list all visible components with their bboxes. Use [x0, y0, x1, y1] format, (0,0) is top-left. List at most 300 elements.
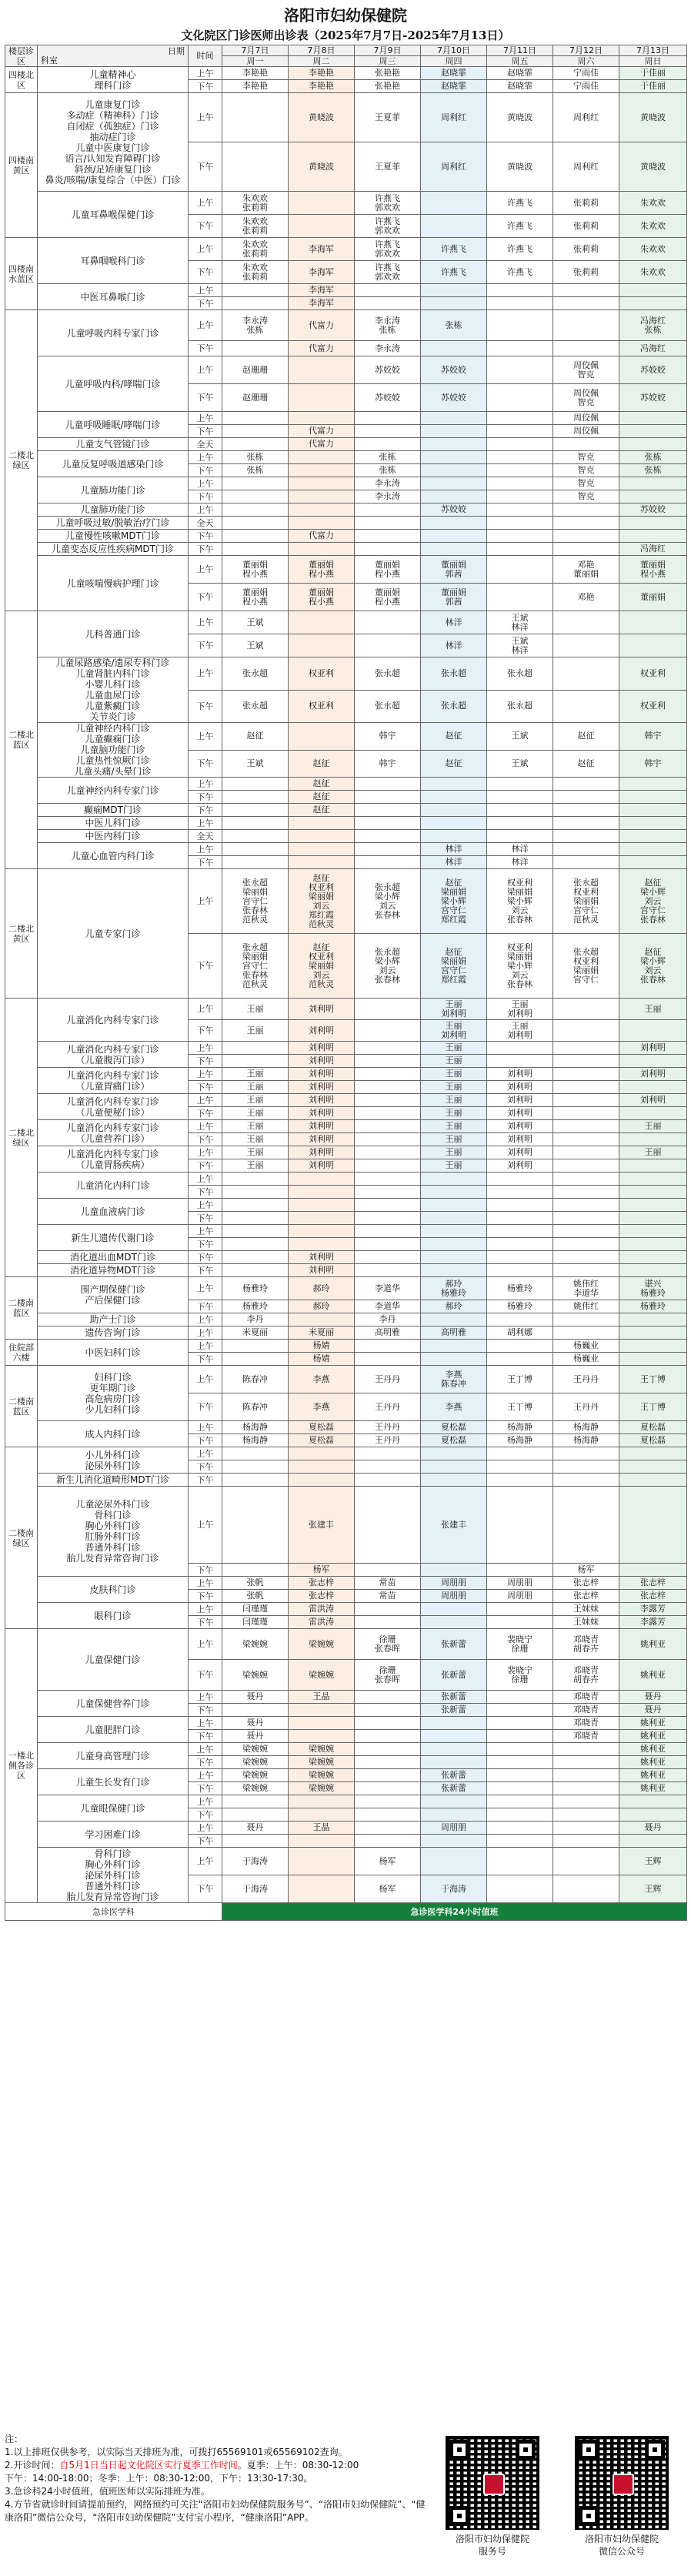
doctor-cell — [487, 778, 553, 791]
time-cell: 上午 — [189, 843, 222, 856]
dept-cell: 遗传咨询门诊 — [38, 1326, 189, 1340]
doctor-cell — [421, 530, 487, 543]
time-cell: 下午 — [189, 297, 222, 310]
doctor-cell — [289, 611, 355, 634]
doctor-cell — [553, 1055, 619, 1068]
doctor-cell: 姚利亚 — [619, 1756, 687, 1769]
doctor-cell — [487, 1313, 553, 1326]
doctor-cell: 张新蕾 — [421, 1660, 487, 1691]
time-cell: 下午 — [189, 584, 222, 611]
doctor-cell — [487, 1835, 553, 1848]
doctor-cell: 许燕飞 — [487, 238, 553, 261]
doctor-cell — [553, 1769, 619, 1782]
doctor-cell: 王夏菲 — [355, 93, 421, 142]
doctor-cell: 代富力 — [289, 530, 355, 543]
doctor-cell: 梁婉婉 — [289, 1743, 355, 1756]
doctor-cell — [487, 1199, 553, 1212]
doctor-cell: 陈春冲 — [222, 1393, 289, 1421]
doctor-cell — [421, 1616, 487, 1629]
doctor-cell: 于海涛 — [222, 1848, 289, 1875]
doctor-cell — [421, 1447, 487, 1460]
doctor-cell: 许燕飞 — [487, 261, 553, 284]
doctor-cell — [553, 341, 619, 356]
doctor-cell — [222, 856, 289, 869]
doctor-cell: 苏姣姣 — [619, 503, 687, 517]
header-dept-date — [38, 45, 189, 67]
doctor-cell: 王晶 — [289, 1691, 355, 1704]
qr-wechat-account[interactable] — [560, 2433, 683, 2558]
doctor-cell — [355, 425, 421, 438]
doctor-cell: 朱欢欢 张莉莉 — [222, 238, 289, 261]
time-cell: 下午 — [189, 490, 222, 503]
header-day-date: 7月9日 — [355, 45, 421, 56]
dept-cell: 儿童消化内科专家门诊 （儿童胃痛门诊） — [38, 1068, 189, 1094]
doctor-cell: 杨海静 — [222, 1434, 289, 1447]
doctor-cell: 许燕飞 郭欢欢 — [355, 261, 421, 284]
doctor-cell — [421, 1835, 487, 1848]
doctor-cell: 周利红 — [421, 142, 487, 192]
qr-code-icon[interactable] — [446, 2436, 539, 2530]
dept-cell: 助产士门诊 — [38, 1313, 189, 1326]
doctor-cell: 王丽 — [222, 1068, 289, 1081]
doctor-cell: 聂丹 — [619, 1704, 687, 1717]
doctor-cell — [553, 503, 619, 517]
doctor-cell — [289, 451, 355, 464]
doctor-cell — [289, 1238, 355, 1251]
doctor-cell: 权亚利 — [619, 657, 687, 691]
doctor-cell — [487, 804, 553, 817]
doctor-cell: 姚利亚 — [619, 1660, 687, 1691]
doctor-cell — [487, 1769, 553, 1782]
doctor-cell: 朱欢欢 张莉莉 — [222, 261, 289, 284]
doctor-cell: 王斌 林洋 — [487, 611, 553, 634]
dept-cell: 学习困难门诊 — [38, 1822, 189, 1848]
doctor-cell: 刘利明 — [289, 1055, 355, 1068]
doctor-cell: 朱欢欢 — [619, 261, 687, 284]
time-cell: 上午 — [189, 451, 222, 464]
doctor-cell — [355, 543, 421, 556]
doctor-cell: 林洋 — [487, 843, 553, 856]
doctor-cell: 苏姣姣 — [421, 503, 487, 517]
dept-cell: 儿科普通门诊 — [38, 611, 189, 657]
doctor-cell — [553, 830, 619, 843]
doctor-cell: 许燕飞 — [487, 215, 553, 238]
doctor-cell: 王丁博 — [619, 1393, 687, 1421]
doctor-cell — [421, 1186, 487, 1199]
page-title: 洛阳市妇幼保健院 — [284, 6, 407, 25]
doctor-cell — [619, 1159, 687, 1173]
dept-cell: 儿童泌尿外科门诊 骨科门诊 胸心外科门诊 肛肠外科门诊 普通外科门诊 胎儿发育异常咨询门诊 — [38, 1487, 189, 1577]
doctor-cell: 王斌 — [487, 723, 553, 751]
doctor-cell — [619, 1107, 687, 1120]
doctor-cell — [222, 1225, 289, 1238]
schedule-row — [5, 1326, 687, 1340]
doctor-cell: 张新蕾 — [421, 1769, 487, 1782]
doctor-cell: 郝玲 杨雅玲 — [421, 1277, 487, 1300]
doctor-cell — [355, 999, 421, 1020]
doctor-cell: 邓艳 — [553, 584, 619, 611]
doctor-cell — [619, 1447, 687, 1460]
time-cell: 下午 — [189, 341, 222, 356]
doctor-cell — [355, 1264, 421, 1277]
doctor-cell: 梁婉婉 — [222, 1629, 289, 1660]
doctor-cell: 夏松磊 — [421, 1434, 487, 1447]
schedule-row — [5, 1487, 687, 1564]
schedule-row — [5, 1474, 687, 1487]
doctor-cell — [222, 1487, 289, 1564]
schedule-row — [5, 477, 687, 490]
doctor-cell: 刘利明 — [487, 1081, 553, 1094]
doctor-cell: 杨海静 — [553, 1421, 619, 1434]
doctor-cell — [553, 1212, 619, 1225]
doctor-cell — [553, 310, 619, 341]
doctor-cell: 梁婉婉 — [289, 1782, 355, 1795]
doctor-cell — [222, 1835, 289, 1848]
schedule-row — [5, 517, 687, 530]
doctor-cell — [487, 1212, 553, 1225]
doctor-cell — [355, 634, 421, 657]
qr-service-account[interactable] — [431, 2433, 554, 2558]
notes-line: 1.以上排班仅供参考，以实际当天排班为准，可拨打65569101或65569102查询。 — [5, 2447, 348, 2457]
dept-cell: 中医儿科门诊 — [38, 817, 189, 830]
doctor-cell — [619, 1808, 687, 1822]
doctor-cell — [222, 530, 289, 543]
header-dept-label: 科室 — [41, 55, 58, 65]
doctor-cell: 张建丰 — [289, 1487, 355, 1564]
doctor-cell — [289, 1795, 355, 1808]
doctor-cell — [222, 477, 289, 490]
time-cell: 下午 — [189, 804, 222, 817]
doctor-cell — [487, 556, 553, 584]
doctor-cell — [289, 1225, 355, 1238]
doctor-cell — [487, 1848, 553, 1875]
doctor-cell — [222, 1042, 289, 1055]
doctor-cell: 邓晓青 — [553, 1691, 619, 1704]
doctor-cell: 张栋 — [222, 451, 289, 464]
doctor-cell — [289, 1474, 355, 1487]
time-cell: 上午 — [189, 1326, 222, 1340]
doctor-cell — [289, 517, 355, 530]
dept-cell: 儿童神经内科门诊 儿童癫痫门诊 儿童脑功能门诊 儿童热性惊厥门诊 儿童头痛/头晕门诊 — [38, 723, 189, 778]
header-day-date: 7月13日 — [619, 45, 687, 56]
doctor-cell: 杨婧 — [289, 1340, 355, 1353]
doctor-cell — [289, 477, 355, 490]
schedule-row — [5, 556, 687, 584]
doctor-cell: 常苗 — [355, 1577, 421, 1590]
doctor-cell: 杨海静 — [222, 1421, 289, 1434]
doctor-cell — [421, 215, 487, 238]
time-cell: 下午 — [189, 1020, 222, 1042]
doctor-cell: 李露芳 — [619, 1603, 687, 1616]
doctor-cell — [222, 791, 289, 804]
doctor-cell: 韩宇 — [619, 723, 687, 751]
notes-line: 下午：14:00-18:00；冬季：上午：08:30-12:00，下午：13:30-17:30。 — [5, 2473, 313, 2484]
doctor-cell: 赵晓霏 — [487, 67, 553, 80]
doctor-cell: 董丽娟 程小燕 — [289, 584, 355, 611]
doctor-cell — [355, 1704, 421, 1717]
doctor-cell: 冯海红 — [619, 341, 687, 356]
doctor-cell — [487, 517, 553, 530]
time-cell: 下午 — [189, 425, 222, 438]
doctor-cell — [553, 1107, 619, 1120]
doctor-cell: 董丽娟 程小燕 — [222, 584, 289, 611]
doctor-cell — [487, 1460, 553, 1474]
schedule-row — [5, 1769, 687, 1782]
doctor-cell: 赵征 权亚利 梁丽娟 刘云 范秋灵 — [289, 934, 355, 999]
area-cell: 四楼南 黄区 — [5, 93, 38, 238]
doctor-cell: 赵珊珊 — [222, 356, 289, 384]
doctor-cell: 李永涛 — [355, 477, 421, 490]
doctor-cell: 姚利亚 — [619, 1629, 687, 1660]
doctor-cell — [289, 1173, 355, 1186]
doctor-cell — [553, 1042, 619, 1055]
doctor-cell — [553, 1447, 619, 1460]
doctor-cell: 刘利明 — [487, 1133, 553, 1146]
doctor-cell — [421, 192, 487, 215]
time-cell: 上午 — [189, 1629, 222, 1660]
qr-code-icon[interactable] — [575, 2436, 669, 2530]
doctor-cell: 周利红 — [421, 93, 487, 142]
doctor-cell: 董丽娟 郭茜 — [421, 556, 487, 584]
doctor-cell — [619, 530, 687, 543]
doctor-cell: 黄晓波 — [487, 142, 553, 192]
doctor-cell — [289, 215, 355, 238]
doctor-cell: 夏松磊 — [619, 1421, 687, 1434]
schedule-row — [5, 1173, 687, 1186]
doctor-cell — [553, 1251, 619, 1264]
doctor-cell — [553, 1313, 619, 1326]
doctor-cell: 董丽娟 程小燕 — [289, 556, 355, 584]
dept-cell: 儿童呼吸过敏/脱敏治疗门诊 — [38, 517, 189, 530]
doctor-cell: 张莉莉 — [553, 215, 619, 238]
doctor-cell: 王丽 — [421, 1068, 487, 1081]
doctor-cell: 杨巍业 — [553, 1340, 619, 1353]
hospital-logo-icon — [483, 2474, 505, 2495]
doctor-cell — [619, 284, 687, 297]
doctor-cell: 张帆 — [222, 1590, 289, 1603]
schedule-row — [5, 93, 687, 142]
schedule-row — [5, 999, 687, 1020]
doctor-cell: 王丁博 — [487, 1393, 553, 1421]
doctor-cell — [487, 1808, 553, 1822]
doctor-cell — [421, 1460, 487, 1474]
dept-cell: 儿童眼保健门诊 — [38, 1795, 189, 1822]
time-cell: 上午 — [189, 556, 222, 584]
doctor-cell — [355, 1487, 421, 1564]
doctor-cell — [553, 1835, 619, 1848]
doctor-cell: 王丽 刘利明 — [487, 1020, 553, 1042]
doctor-cell: 张新蕾 — [421, 1629, 487, 1660]
doctor-cell: 权亚利 — [289, 657, 355, 691]
doctor-cell: 王丽 — [222, 1020, 289, 1042]
doctor-cell — [222, 412, 289, 425]
doctor-cell — [289, 464, 355, 477]
doctor-cell: 宁雨佳 — [553, 80, 619, 93]
doctor-cell: 李艳艳 — [289, 67, 355, 80]
doctor-cell: 张永超 梁丽娟 宫守仁 张春林 范秋灵 — [222, 934, 289, 999]
doctor-cell: 王丹丹 — [355, 1434, 421, 1447]
doctor-cell — [222, 1447, 289, 1460]
doctor-cell: 李海军 — [289, 297, 355, 310]
doctor-cell — [619, 1795, 687, 1808]
doctor-cell: 郝玲 — [289, 1300, 355, 1313]
doctor-cell — [222, 1173, 289, 1186]
doctor-cell: 胡利娜 — [487, 1326, 553, 1340]
schedule-row — [5, 503, 687, 517]
doctor-cell — [421, 1238, 487, 1251]
doctor-cell: 韩宇 — [355, 750, 421, 778]
doctor-cell — [619, 791, 687, 804]
doctor-cell: 刘利明 — [619, 1094, 687, 1107]
time-cell: 上午 — [189, 1577, 222, 1590]
doctor-cell: 许燕飞 郭欢欢 — [355, 238, 421, 261]
time-cell: 下午 — [189, 856, 222, 869]
doctor-cell — [421, 1340, 487, 1353]
doctor-cell — [619, 412, 687, 425]
dept-cell: 消化道出血MDT门诊 — [38, 1251, 189, 1264]
doctor-cell: 杨雅玲 — [487, 1277, 553, 1300]
doctor-cell — [619, 830, 687, 843]
doctor-cell: 刘利明 — [289, 1251, 355, 1264]
schedule-row — [5, 657, 687, 691]
doctor-cell — [421, 451, 487, 464]
doctor-cell: 张艳艳 — [355, 67, 421, 80]
doctor-cell: 苏姣姣 — [619, 356, 687, 384]
doctor-cell — [289, 1730, 355, 1743]
doctor-cell — [222, 843, 289, 856]
time-cell: 上午 — [189, 869, 222, 934]
time-cell: 上午 — [189, 1717, 222, 1730]
doctor-cell: 王丽 — [222, 999, 289, 1020]
doctor-cell: 张建丰 — [421, 1487, 487, 1564]
doctor-cell: 宁雨佳 — [553, 67, 619, 80]
doctor-cell — [355, 503, 421, 517]
doctor-cell — [222, 297, 289, 310]
doctor-cell — [222, 817, 289, 830]
schedule-row — [5, 1199, 687, 1212]
qr-caption-line2: 服务号 — [478, 2546, 506, 2557]
doctor-cell: 周佼佩 智克 — [553, 384, 619, 412]
doctor-cell — [619, 1199, 687, 1212]
doctor-cell — [553, 1225, 619, 1238]
schedule-row — [5, 830, 687, 843]
doctor-cell: 王丽 刘利明 — [487, 999, 553, 1020]
dept-cell: 儿童消化内科门诊 — [38, 1173, 189, 1199]
doctor-cell: 邓艳 董丽娟 — [553, 556, 619, 584]
doctor-cell: 周利红 — [553, 93, 619, 142]
time-cell: 下午 — [189, 142, 222, 192]
doctor-cell — [553, 1822, 619, 1835]
schedule-row — [5, 1447, 687, 1460]
doctor-cell: 聂丹 — [222, 1717, 289, 1730]
schedule-row — [5, 1277, 687, 1300]
doctor-cell — [487, 477, 553, 490]
doctor-cell — [222, 438, 289, 451]
doctor-cell: 赵征 权亚利 梁丽娟 刘云 郑红霞 范秋灵 — [289, 869, 355, 934]
doctor-cell: 苏姣姣 — [421, 384, 487, 412]
dept-cell: 儿童反复呼吸道感染门诊 — [38, 451, 189, 477]
doctor-cell: 董丽娟 程小燕 — [355, 556, 421, 584]
schedule-row — [5, 192, 687, 215]
qr-caption-line1: 洛阳市妇幼保健院 — [455, 2534, 529, 2544]
doctor-cell — [421, 1717, 487, 1730]
schedule-row — [5, 438, 687, 451]
doctor-cell: 王丽 — [222, 1146, 289, 1159]
doctor-cell — [421, 1795, 487, 1808]
doctor-cell — [553, 438, 619, 451]
dept-cell: 儿童消化内科专家门诊 （儿童腹泻门诊） — [38, 1042, 189, 1068]
doctor-cell — [355, 1173, 421, 1186]
time-cell: 下午 — [189, 634, 222, 657]
doctor-cell — [553, 657, 619, 691]
doctor-cell: 王丽 — [421, 1133, 487, 1146]
doctor-cell — [355, 1251, 421, 1264]
doctor-cell: 许燕飞 郭欢欢 — [355, 192, 421, 215]
doctor-cell: 姚伟红 — [553, 1300, 619, 1313]
doctor-cell: 梁婉婉 — [222, 1782, 289, 1795]
doctor-cell — [421, 1756, 487, 1769]
doctor-cell — [553, 1326, 619, 1340]
schedule-row — [5, 310, 687, 341]
dept-cell: 儿童神经内科专家门诊 — [38, 778, 189, 804]
doctor-cell — [421, 1474, 487, 1487]
area-cell: 二楼南 蓝区 — [5, 1366, 38, 1447]
doctor-cell — [553, 1199, 619, 1212]
doctor-cell: 雷洪涛 — [289, 1603, 355, 1616]
dept-cell: 儿童生长发育门诊 — [38, 1769, 189, 1795]
doctor-cell — [222, 1808, 289, 1822]
doctor-cell — [553, 1081, 619, 1094]
doctor-cell — [619, 1487, 687, 1564]
doctor-cell — [487, 1782, 553, 1795]
doctor-cell: 邓晓青 — [553, 1704, 619, 1717]
doctor-cell — [487, 425, 553, 438]
time-cell: 下午 — [189, 1107, 222, 1120]
doctor-cell: 王丽 — [222, 1120, 289, 1133]
doctor-cell: 董丽娟 程小燕 — [355, 584, 421, 611]
doctor-cell — [553, 1808, 619, 1822]
doctor-cell — [619, 1212, 687, 1225]
doctor-cell — [222, 1474, 289, 1487]
doctor-cell — [487, 1691, 553, 1704]
doctor-cell — [222, 1212, 289, 1225]
doctor-cell — [487, 297, 553, 310]
doctor-cell: 姚利亚 — [619, 1730, 687, 1743]
dept-cell: 儿童呼吸内科专家门诊 — [38, 310, 189, 356]
doctor-cell: 王丽 — [421, 1146, 487, 1159]
doctor-cell: 刘利明 — [289, 1264, 355, 1277]
doctor-cell — [553, 791, 619, 804]
doctor-cell — [289, 1704, 355, 1717]
doctor-cell: 张永超 梁丽娟 宫守仁 张春林 范秋灵 — [222, 869, 289, 934]
doctor-cell: 周朋朋 — [421, 1590, 487, 1603]
schedule-row — [5, 356, 687, 384]
doctor-cell: 朱欢欢 张莉莉 — [222, 215, 289, 238]
doctor-cell: 张莉莉 — [553, 238, 619, 261]
doctor-cell: 张新蕾 — [421, 1704, 487, 1717]
doctor-cell: 赵征 — [421, 750, 487, 778]
dept-cell: 儿童保健营养门诊 — [38, 1691, 189, 1717]
doctor-cell: 张莉莉 — [553, 192, 619, 215]
doctor-cell — [222, 1238, 289, 1251]
time-cell: 上午 — [189, 1094, 222, 1107]
schedule-row — [5, 543, 687, 556]
doctor-cell — [487, 1238, 553, 1251]
doctor-cell — [222, 341, 289, 356]
doctor-cell: 周朋朋 — [421, 1577, 487, 1590]
doctor-cell — [487, 543, 553, 556]
doctor-cell — [289, 1199, 355, 1212]
